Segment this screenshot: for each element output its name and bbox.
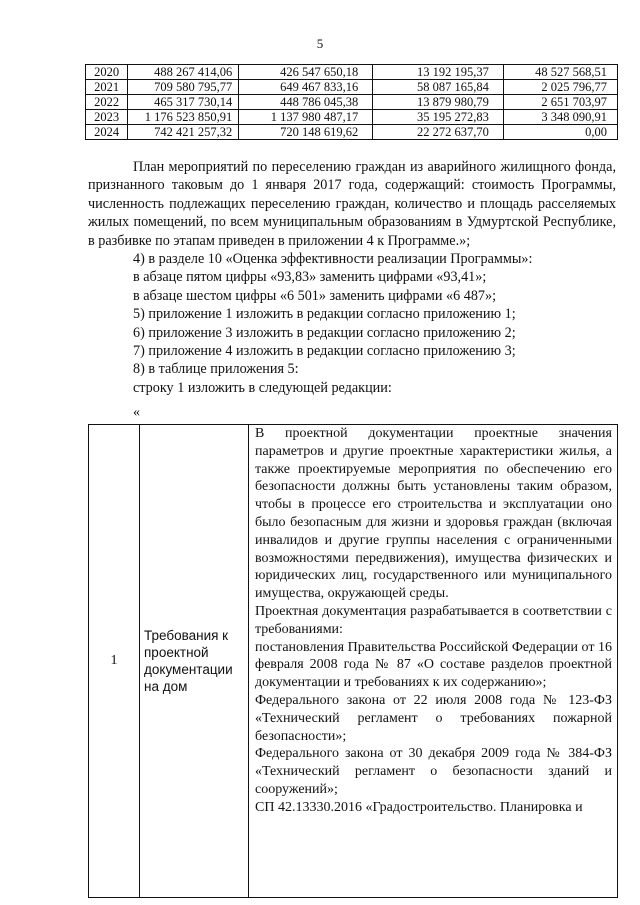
year-cell: 2024 [86,125,128,140]
value-cell: 35 195 272,83 [373,110,504,125]
table-row [86,95,618,110]
table-row [89,425,618,898]
body-text [88,158,616,397]
item-7: 7) приложение 4 изложить в редакции согласно приложению 3; [133,343,516,360]
item-8a: строку 1 изложить в следующей редакции: [133,379,392,396]
value-cell: 1 137 980 487,17 [239,110,373,125]
value-cell: 649 467 833,16 [239,80,373,95]
content-p3: постановления Правительства Российской Федерации от 16 февраля 2008 года № 87 «О составе разделов проектной документации и требованиях к их содержанию»; [255,639,612,691]
item-4a: в абзаце пятом цифры «93,83» заменить цифрами «93,41»; [133,269,487,286]
content-p6: СП 42.13330.2016 «Градостроительство. Планировка и [255,799,583,815]
value-cell: 2 025 796,77 [503,80,617,95]
page-number: 5 [316,36,324,51]
content-p5: Федерального закона от 30 декабря 2009 года № 384-ФЗ «Технический регламент о безопасности зданий и сооружений»; [255,746,612,797]
item-4b: в абзаце шестом цифры «6 501» заменить цифрами «6 487»; [133,287,497,304]
year-cell: 2021 [86,80,128,95]
content-p1: В проектной документации проектные значения параметров и другие проектные характеристики жилья, а также проектируемые мероприятия по обеспечению его безопасности должны быть установлены таким образом, чтобы в процессе его строительства и эксплуатации оно было безопасным для жизни и здоровья граждан (включая инвалидов и другие группы населения с ограниченными возможностями передвижения), имущества физических и юридических лиц, государственного или муниципального имущества, окружающей среды. [255,426,612,602]
finance-table [85,64,618,140]
content-p4: Федерального закона от 22 июля 2008 года № 123-ФЗ «Технический регламент о требованиях пожарной безопасности»; [255,692,612,744]
table-row [86,110,618,125]
value-cell: 742 421 257,32 [128,125,239,140]
value-cell: 709 580 795,77 [128,80,239,95]
year-cell: 2022 [86,95,128,110]
value-cell: 3 348 090,91 [503,110,617,125]
requirements-table [88,424,618,898]
item-5: 5) приложение 1 изложить в редакции согласно приложению 1; [133,306,516,323]
table-row [86,65,618,80]
value-cell: 13 192 195,37 [373,65,504,80]
year-cell: 2023 [86,110,128,125]
row-title: Требования к проектной документации на дом [140,425,249,898]
value-cell: 0,00 [503,125,617,140]
item-8: 8) в таблице приложения 5: [133,361,299,378]
value-cell: 13 879 980,79 [373,95,504,110]
content-p2: Проектная документация разрабатывается в соответствии с требованиями: [255,603,612,637]
plan-paragraph: План мероприятий по переселению граждан из аварийного жилищного фонда, признанного таковым до 1 января 2017 года, содержащий: стоимость Программы, численность подлежащих переселению граждан, количество и площадь расселяемых жилых помещений, по всем муниципальным образованиям в Удмуртской Республике, в разбивке по этапам приведен в приложении 4 к Программе.»; [88,159,616,249]
value-cell: 465 317 730,14 [128,95,239,110]
year-cell: 2020 [86,65,128,80]
open-quote: « [133,405,140,420]
value-cell: 720 148 619,62 [239,125,373,140]
value-cell: 488 267 414,06 [128,65,239,80]
row-number: 1 [89,425,140,898]
value-cell: 448 786 045,38 [239,95,373,110]
value-cell: 1 176 523 850,91 [128,110,239,125]
value-cell: 2 651 703,97 [503,95,617,110]
value-cell: 48 527 568,51 [503,65,617,80]
item-6: 6) приложение 3 изложить в редакции согласно приложению 2; [133,324,516,341]
item-4: 4) в разделе 10 «Оценка эффективности реализации Программы»: [133,251,533,268]
value-cell: 58 087 165,84 [373,80,504,95]
value-cell: 22 272 637,70 [373,125,504,140]
table-row [86,125,618,140]
value-cell: 426 547 650,18 [239,65,373,80]
table-row [86,80,618,95]
row-content [249,425,618,898]
